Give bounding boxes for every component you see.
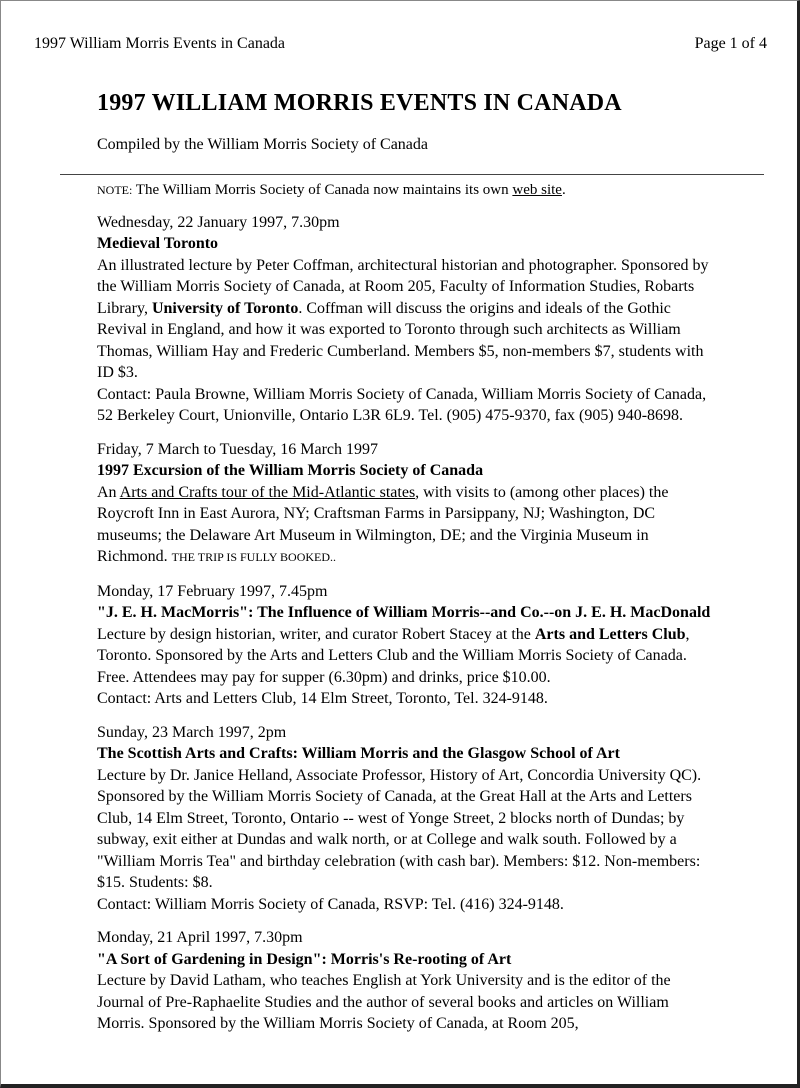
event-description-text: An xyxy=(97,483,120,501)
event-description: Lecture by David Latham, who teaches English at York University and is the editor of the Journal of Pre-Raphaelite Studies and the author of several books and articles on William Morris. Sponsored by the William Morris Society of Canada, at Room 205, xyxy=(97,972,671,1032)
event-date: Wednesday, 22 January 1997, 7.30pm xyxy=(97,213,340,231)
event-description xyxy=(97,624,717,689)
event-description-text: Lecture by design historian, writer, and curator Robert Stacey at the xyxy=(97,625,535,643)
event-description xyxy=(97,482,717,569)
event-item xyxy=(97,722,717,916)
event-date: Sunday, 23 March 1997, 2pm xyxy=(97,723,287,741)
event-venue: University of Toronto xyxy=(151,299,299,317)
event-venue: Arts and Letters Club xyxy=(534,625,686,643)
horizontal-rule xyxy=(60,174,764,175)
note-end: . xyxy=(561,182,566,198)
event-item xyxy=(97,927,717,1035)
event-title: The Scottish Arts and Crafts: William Morris and the Glasgow School of Art xyxy=(97,745,620,762)
booked-notice: THE TRIP IS FULLY BOOKED.. xyxy=(171,550,337,564)
event-title: "J. E. H. MacMorris": The Influence of William Morris--and Co.--on J. E. H. MacDonald xyxy=(97,604,711,621)
event-description-text: , with visits to (among other places) the Roycroft Inn in East Aurora, NY; Craftsman Farms in Parsippany, NJ; Washington, DC museums; the Delaware Art Museum in Wilmington, DE; and the Virginia Museum in Richmond. xyxy=(97,483,669,565)
arts-and-crafts-tour-link[interactable]: Arts and Crafts tour of the Mid-Atlantic states xyxy=(119,483,416,501)
running-header-title: 1997 William Morris Events in Canada xyxy=(34,35,286,52)
event-description-text: An illustrated lecture by Peter Coffman, architectural historian and photographer. Sponsored by the William Morris Society of Canada, at Room 205, Faculty of Information Studies, Robarts Library, xyxy=(97,256,709,317)
events-list xyxy=(97,180,717,1047)
event-date: Monday, 17 February 1997, 7.45pm xyxy=(97,582,328,600)
event-title: 1997 Excursion of the William Morris Society of Canada xyxy=(97,462,484,479)
event-contact: Contact: William Morris Society of Canada, RSVP: Tel. (416) 324-9148. xyxy=(97,895,564,913)
event-title: Medieval Toronto xyxy=(97,235,219,252)
page-number: Page 1 of 4 xyxy=(694,35,767,52)
event-item xyxy=(97,439,717,569)
note-text: The William Morris Society of Canada now maintains its own xyxy=(132,182,513,198)
event-item xyxy=(97,581,717,710)
event-description-text: , Toronto. Sponsored by the Arts and Letters Club and the William Morris Society of Canada. Free. Attendees may pay for supper (6.30pm) and drinks, price $10.00. xyxy=(97,625,690,686)
document-title: 1997 WILLIAM MORRIS EVENTS IN CANADA xyxy=(97,90,622,116)
event-description: Lecture by Dr. Janice Helland, Associate Professor, History of Art, Concordia University QC). Sponsored by the William Morris Society of Canada, at the Great Hall at the Arts and Letters Club, 14 Elm Street, Toronto, Ontario -- west of Yonge Street, 2 blocks north of Dundas; by subway, exit either at Dundas and walk north, or at College and walk south. Followed by a "William Morris Tea" and birthday celebration (with cash bar). Members: $12. Non-members: $15. Students: $8. xyxy=(97,766,702,891)
event-date: Friday, 7 March to Tuesday, 16 March 1997 xyxy=(97,440,379,458)
event-item xyxy=(97,212,717,427)
event-title: "A Sort of Gardening in Design": Morris's Re-rooting of Art xyxy=(97,950,512,968)
note xyxy=(97,180,717,202)
event-description-text: . Coffman will discuss the origins and ideals of the Gothic Revival in England, and how it was exported to Toronto through such architects as William Thomas, William Hay and Frederic Cumberland. Members $5, non-members $7, students with ID $3. xyxy=(97,299,704,381)
document-subtitle: Compiled by the William Morris Society of Canada xyxy=(97,136,429,153)
note-label: NOTE: xyxy=(97,183,133,197)
event-description xyxy=(97,255,717,384)
event-contact: Contact: Paula Browne, William Morris Society of Canada, William Morris Society of Canada, 52 Berkeley Court, Unionville, Ontario L3R 6L9. Tel. (905) 475-9370, fax (905) 940-8698. xyxy=(97,385,707,424)
web-site-link[interactable]: web site xyxy=(512,182,562,198)
event-date: Monday, 21 April 1997, 7.30pm xyxy=(97,929,303,946)
event-contact: Contact: Arts and Letters Club, 14 Elm Street, Toronto, Tel. 324-9148. xyxy=(97,690,548,707)
